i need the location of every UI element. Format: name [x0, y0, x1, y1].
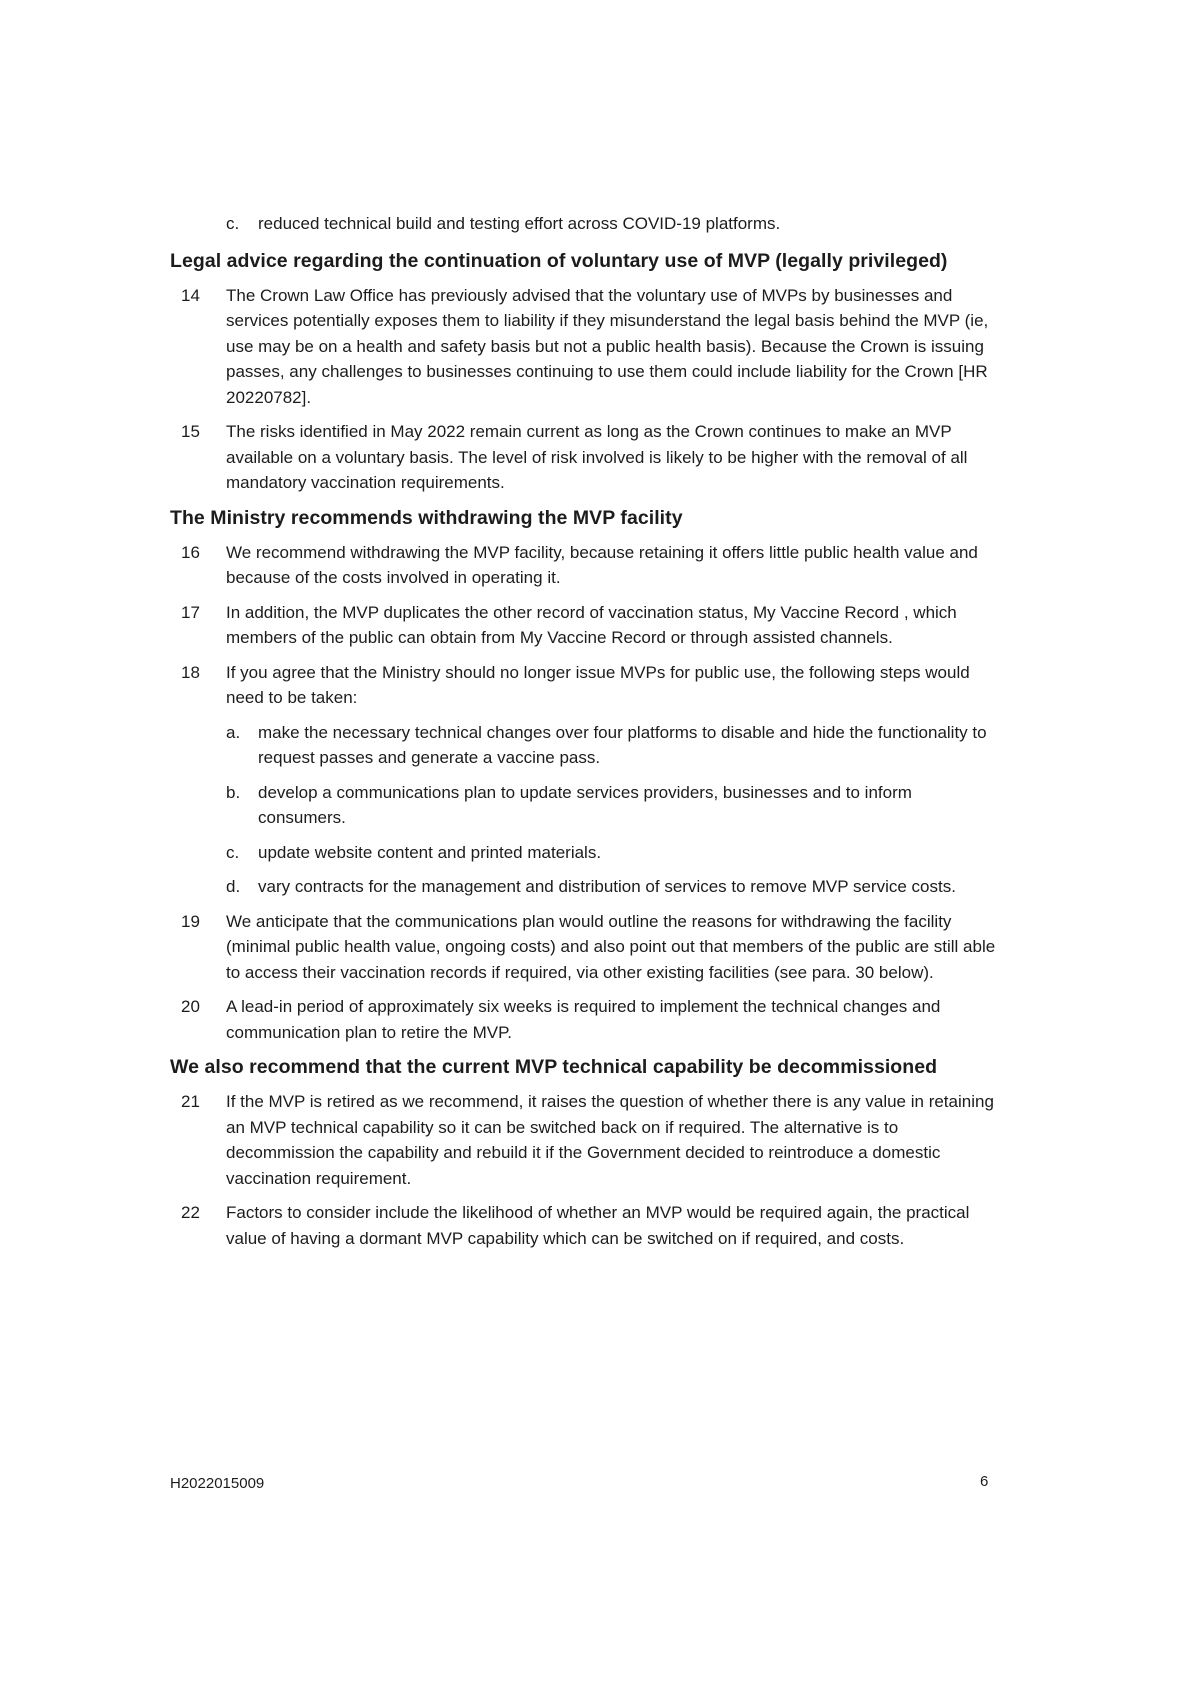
paragraph-number: 16	[181, 542, 200, 562]
paragraph-text: We anticipate that the communications plan would outline the reasons for withdrawing the facility (minimal public health value, ongoing costs) and also point out that members of the public are still able to access their vaccination records if required, via other existing facilities (see para. 30 below).	[226, 911, 996, 982]
paragraph-21	[181, 1089, 1000, 1191]
section-heading-decommission: We also recommend that the current MVP technical capability be decommissioned	[170, 1056, 938, 1078]
paragraph-15	[181, 419, 1000, 496]
paragraph-22	[181, 1200, 1000, 1251]
list-item	[226, 840, 1000, 866]
paragraph-number: 15	[181, 422, 200, 441]
paragraph-20	[181, 994, 1000, 1045]
document-reference: H2022015009	[170, 1475, 265, 1492]
paragraph-number: 19	[181, 911, 200, 931]
paragraph-text: A lead-in period of approximately six weeks is required to implement the technical changes and communication plan to retire the MVP.	[226, 997, 941, 1042]
paragraph-text: If you agree that the Ministry should no longer issue MVPs for public use, the following steps would need to be taken:	[226, 662, 970, 707]
paragraph-number: 20	[181, 997, 200, 1016]
list-text: make the necessary technical changes over four platforms to disable and hide the functionality to request passes and generate a vaccine pass.	[258, 722, 987, 767]
list-letter: a.	[226, 722, 241, 742]
paragraph-text: If the MVP is retired as we recommend, it raises the question of whether there is any value in retaining an MVP technical capability so it can be switched back on if required. The alternative is to decommission the capability and rebuild it if the Government decided to reintroduce a domestic vaccination requirement.	[226, 1092, 994, 1188]
list-text: reduced technical build and testing effort across COVID-19 platforms.	[258, 214, 781, 233]
list-letter: c.	[226, 842, 240, 862]
paragraph-text: The Crown Law Office has previously advised that the voluntary use of MVPs by businesses and services potentially exposes them to liability if they misunderstand the legal basis behind the MVP (ie, use may be on a health and safety basis but not a public health basis). Because the Crown is issuing passes, any challenges to businesses continuing to use them could include liability for the Crown [HR 20220782].	[226, 285, 989, 407]
paragraph-text: Factors to consider include the likelihood of whether an MVP would be required again, the practical value of having a dormant MVP capability which can be switched on if required, and costs.	[226, 1203, 970, 1248]
page-number: 6	[980, 1473, 989, 1490]
paragraph-14	[181, 283, 1000, 411]
paragraph-18	[181, 660, 1000, 711]
paragraph-text: We recommend withdrawing the MVP facility, because retaining it offers little public health value and because of the costs involved in operating it.	[226, 542, 978, 587]
document-body	[170, 211, 1000, 1260]
paragraph-text: In addition, the MVP duplicates the other record of vaccination status, My Vaccine Record , which members of the public can obtain from My Vaccine Record or through assisted channels.	[226, 602, 957, 647]
list-text: vary contracts for the management and distribution of services to remove MVP service costs.	[258, 877, 956, 896]
list-item	[226, 211, 1000, 237]
list-item	[226, 780, 1000, 831]
paragraph-number: 21	[181, 1092, 200, 1111]
paragraph-number: 22	[181, 1203, 200, 1222]
section-heading-recommends-withdrawing: The Ministry recommends withdrawing the MVP facility	[170, 506, 683, 529]
paragraph-text: The risks identified in May 2022 remain current as long as the Crown continues to make an MVP available on a voluntary basis. The level of risk involved is likely to be higher with the removal of all mandatory vaccination requirements.	[226, 422, 968, 492]
paragraph-number: 17	[181, 602, 200, 622]
list-letter: d.	[226, 877, 241, 896]
list-letter: b.	[226, 782, 241, 802]
list-text: update website content and printed materials.	[258, 842, 602, 862]
list-item	[226, 720, 1000, 771]
paragraph-number: 18	[181, 662, 200, 682]
paragraph-number: 14	[181, 285, 200, 305]
section-heading-legal-advice: Legal advice regarding the continuation of voluntary use of MVP (legally privileged)	[170, 249, 948, 272]
paragraph-16	[181, 540, 1000, 591]
paragraph-17	[181, 600, 1000, 651]
list-letter: c.	[226, 214, 240, 233]
list-text: develop a communications plan to update services providers, businesses and to inform consumers.	[258, 782, 912, 827]
list-item	[226, 874, 1000, 900]
paragraph-19	[181, 909, 1000, 986]
